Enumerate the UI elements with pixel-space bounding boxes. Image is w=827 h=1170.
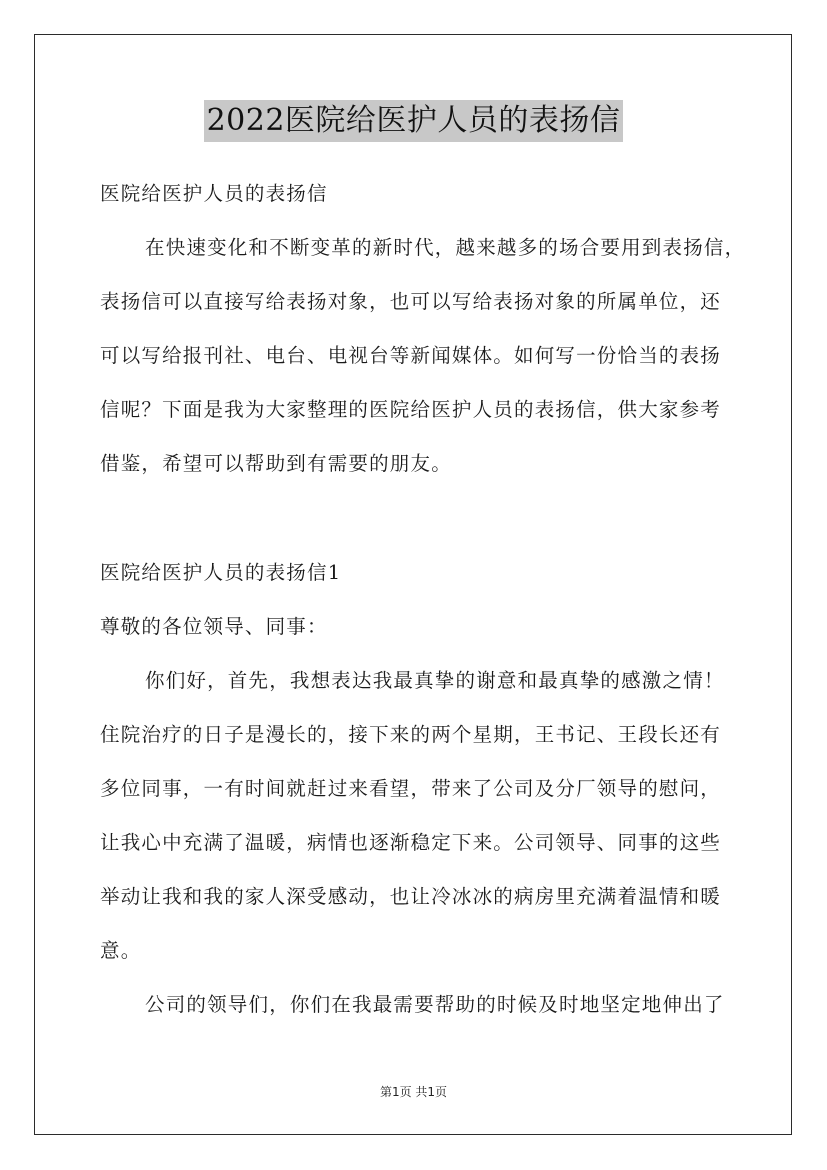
section-heading: 医院给医护人员的表扬信1	[100, 561, 342, 584]
paragraph-line: 在快速变化和不断变革的新时代，越来越多的场合要用到表扬信，	[145, 236, 746, 259]
paragraph-line: 借鉴，希望可以帮助到有需要的朋友。	[100, 452, 452, 475]
paragraph-line: 意。	[100, 939, 142, 962]
document-title: 2022医院给医护人员的表扬信	[204, 100, 624, 142]
paragraph-line: 表扬信可以直接写给表扬对象，也可以写给表扬对象的所属单位，还	[100, 290, 722, 313]
paragraph-line: 你们好，首先，我想表达我最真挚的谢意和最真挚的感激之情！	[145, 669, 725, 692]
title-container	[0, 100, 827, 142]
salutation: 尊敬的各位领导、同事：	[100, 615, 328, 638]
paragraph-line: 举动让我和我的家人深受感动，也让冷冰冰的病房里充满着温情和暖	[100, 885, 722, 908]
paragraph-line: 多位同事，一有时间就赶过来看望，带来了公司及分厂领导的慰问，	[100, 777, 722, 800]
paragraph-line: 可以写给报刊社、电台、电视台等新闻媒体。如何写一份恰当的表扬	[100, 344, 722, 367]
paragraph-line: 公司的领导们，你们在我最需要帮助的时候及时地坚定地伸出了	[145, 993, 725, 1016]
paragraph-line: 信呢？下面是我为大家整理的医院给医护人员的表扬信，供大家参考	[100, 398, 722, 421]
page-footer: 第1页 共1页	[379, 1085, 448, 1099]
paragraph-line: 让我心中充满了温暖，病情也逐渐稳定下来。公司领导、同事的这些	[100, 831, 722, 854]
intro-heading: 医院给医护人员的表扬信	[100, 182, 328, 205]
paragraph-line: 住院治疗的日子是漫长的，接下来的两个星期，王书记、王段长还有	[100, 723, 722, 746]
